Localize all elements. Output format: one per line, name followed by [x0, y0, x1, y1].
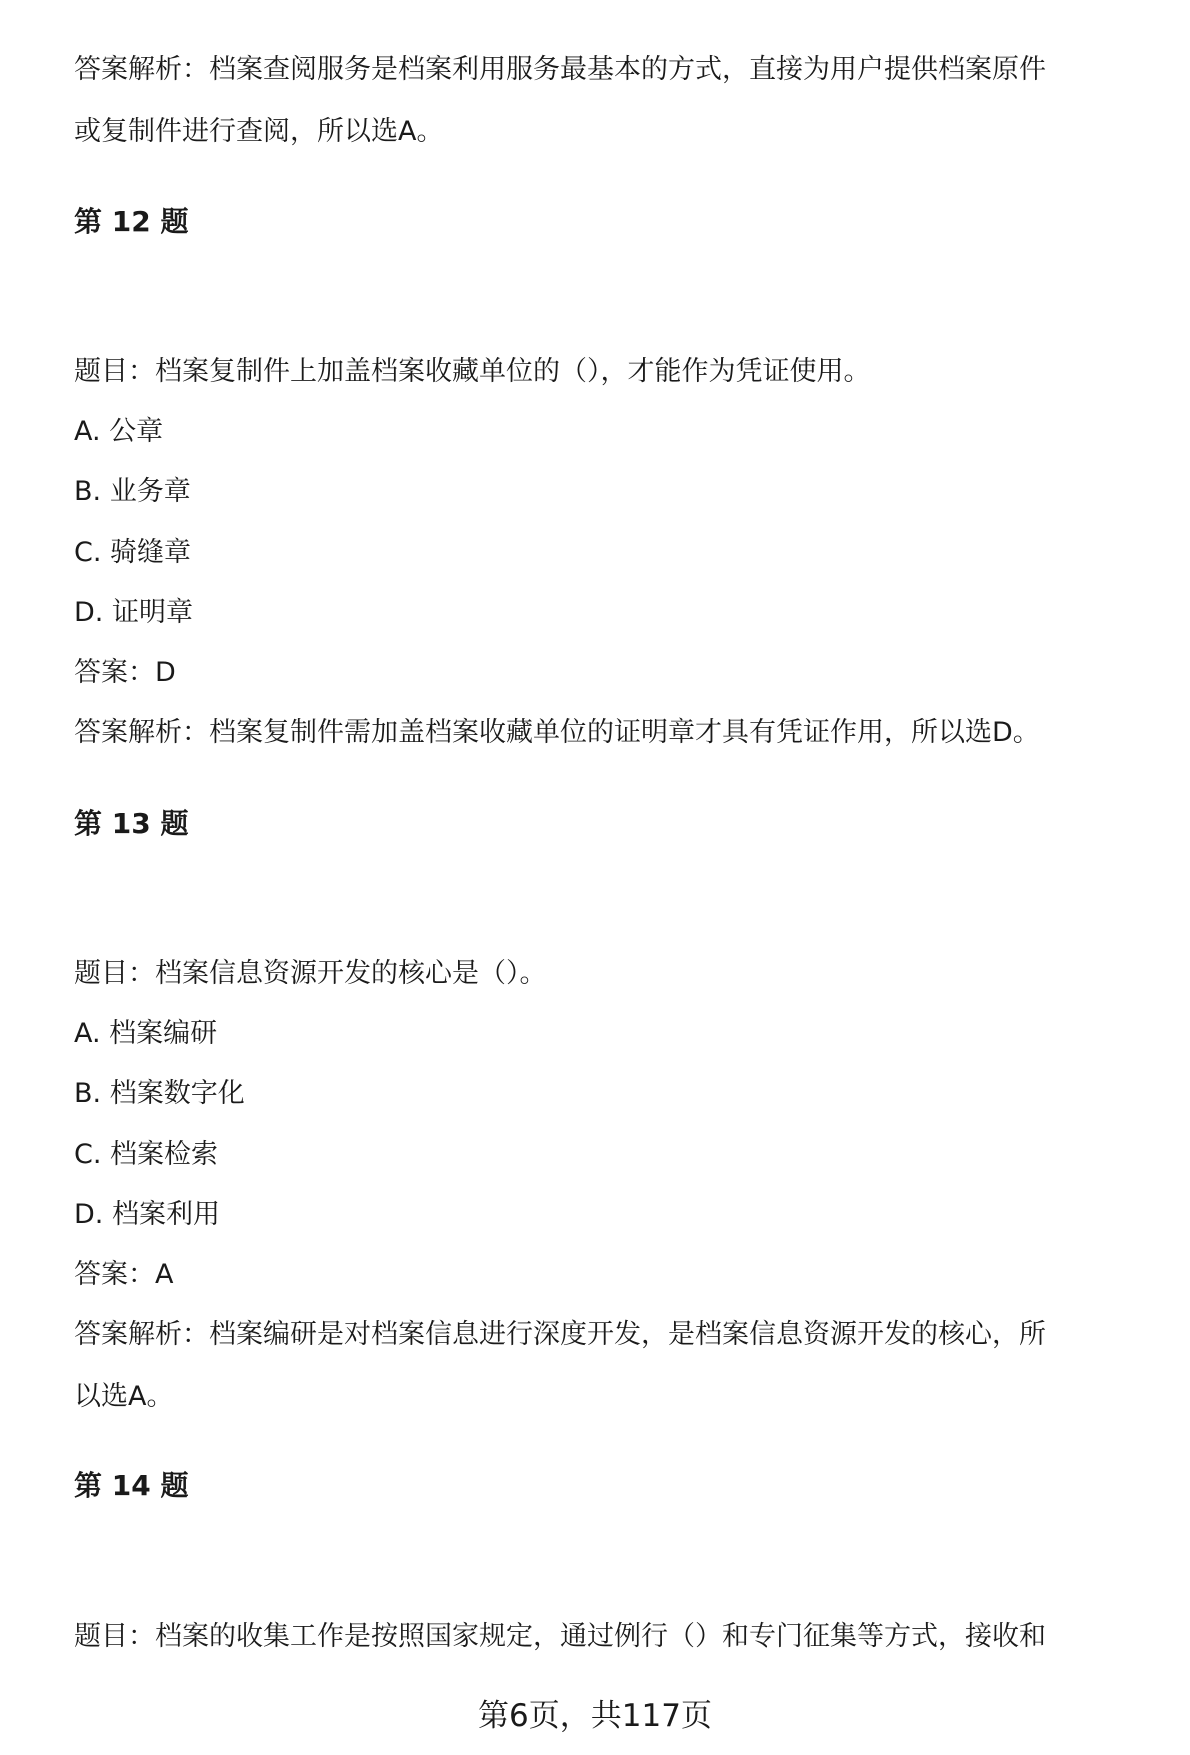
q13-option-d: D. 档案利用: [74, 1199, 220, 1230]
q11-explanation-line-2: 或复制件进行查阅，所以选A。: [74, 116, 444, 147]
q13-explanation-line-2: 以选A。: [74, 1381, 174, 1412]
q12-explanation: 答案解析：档案复制件需加盖档案收藏单位的证明章才具有凭证作用，所以选D。: [74, 717, 1040, 748]
q12-option-b: B. 业务章: [74, 476, 191, 507]
q12-option-c: C. 骑缝章: [74, 537, 192, 568]
q13-option-c: C. 档案检索: [74, 1139, 219, 1170]
q11-explanation-line-1: 答案解析：档案查阅服务是档案利用服务最基本的方式，直接为用户提供档案原件: [74, 54, 1046, 85]
q14-question-line-1: 题目：档案的收集工作是按照国家规定，通过例行（）和专门征集等方式，接收和: [74, 1621, 1046, 1652]
q13-heading: 第 13 题: [74, 807, 189, 840]
q13-option-b: B. 档案数字化: [74, 1078, 245, 1109]
q13-explanation-line-1: 答案解析：档案编研是对档案信息进行深度开发，是档案信息资源开发的核心，所: [74, 1319, 1046, 1350]
q12-question: 题目：档案复制件上加盖档案收藏单位的（），才能作为凭证使用。: [74, 356, 871, 387]
q12-heading: 第 12 题: [74, 205, 189, 238]
q12-option-d: D. 证明章: [74, 597, 193, 628]
page-indicator: 第6页，共117页: [478, 1698, 712, 1734]
q12-option-a: A. 公章: [74, 416, 164, 447]
q12-answer: 答案：D: [74, 657, 176, 688]
q14-heading: 第 14 题: [74, 1469, 189, 1502]
q13-question: 题目：档案信息资源开发的核心是（）。: [74, 958, 547, 989]
q13-answer: 答案：A: [74, 1259, 174, 1290]
q13-option-a: A. 档案编研: [74, 1018, 218, 1049]
